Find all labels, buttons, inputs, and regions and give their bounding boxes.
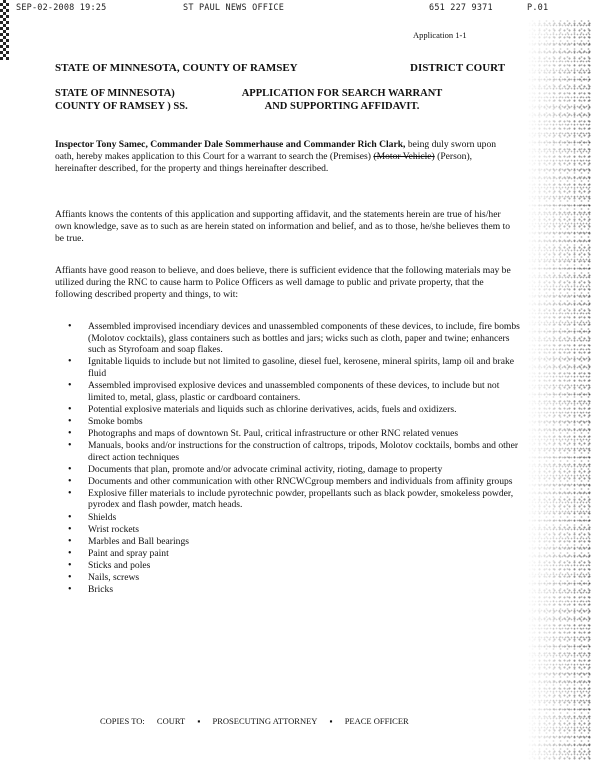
copies-peace-officer: PEACE OFFICER <box>344 716 409 726</box>
list-item: • Explosive filler materials to include pyrotechnic powder, propellants such as black powder, smokeless powder, pyrodex and flash powder, match heads. <box>68 488 523 511</box>
list-item: • Assembled improvised incendiary devices and unassembled components of these devices, to include, fire bombs (Molotov cocktails), glass containers such as bottles and jars; wicks such as cloth, paper and twine; enhancers such as Styrofoam and soap flakes. <box>68 321 523 356</box>
property-list <box>68 321 523 596</box>
fax-phone: 651 227 9371 <box>429 3 493 13</box>
fax-header <box>0 0 591 16</box>
venue-state: STATE OF MINNESOTA) <box>55 88 175 99</box>
affiant-text-b: (Person), hereinafter described, for the property and things hereinafter described. <box>55 151 473 174</box>
caption-court: DISTRICT COURT <box>410 62 506 74</box>
list-item: • Assembled improvised explosive devices and unassembled components of these devices, to include but not limited to, metal, glass, plastic or cardboard containers. <box>68 380 523 403</box>
copies-label: COPIES TO: <box>100 716 145 726</box>
document-title <box>232 87 452 113</box>
belief-paragraph: Affiants have good reason to believe, and does believe, there is sufficient evidence that the following materials may be utilized during the RNC to cause harm to Police Officers as well damage to public and private property, that the following described property and things, to wit: <box>55 265 511 300</box>
knowledge-paragraph: Affiants knows the contents of this application and supporting affidavit, and the statements herein are true of his/her own knowledge, save as to such as are herein stated on information and belief, and as to those, he/she believes them to be true. <box>55 209 511 244</box>
separator-icon: ▪ <box>197 716 201 726</box>
list-item: • Paint and spray paint <box>68 548 523 560</box>
list-item: • Wrist rockets <box>68 524 523 536</box>
copies-court: COURT <box>156 716 186 726</box>
struck-motor-vehicle: (Motor Vehicle) <box>373 151 435 162</box>
list-item: • Sticks and poles <box>68 560 523 572</box>
list-item: • Manuals, books and/or instructions for the construction of caltrops, tripods, Molotov cocktails, bombs and other direct action techniques <box>68 440 523 463</box>
fax-date-time: SEP-02-2008 19:25 <box>16 3 107 13</box>
list-item: • Photographs and maps of downtown St. Paul, critical infrastructure or other RNC related venues <box>68 428 523 440</box>
affiant-names: Inspector Tony Samec, Commander Dale Sommerhause and Commander Rich Clark, <box>55 139 406 150</box>
list-item: • Bricks <box>68 584 523 596</box>
document-title-line2: AND SUPPORTING AFFIDAVIT. <box>264 101 420 112</box>
venue-block <box>55 87 188 113</box>
list-item: • Documents and other communication with other RNCWCgroup members and individuals from affinity groups <box>68 476 523 488</box>
list-item: • Nails, screws <box>68 572 523 584</box>
list-item: • Marbles and Ball bearings <box>68 536 523 548</box>
venue-county: COUNTY OF RAMSEY ) SS. <box>55 101 188 112</box>
affiant-paragraph <box>55 139 515 175</box>
form-id: Application 1-1 <box>413 30 467 40</box>
copies-prosecuting-attorney: PROSECUTING ATTORNEY <box>212 716 318 726</box>
list-item: • Potential explosive materials and liquids such as chlorine derivatives, acids, fuels and oxidizers. <box>68 404 523 416</box>
list-item: • Smoke bombs <box>68 416 523 428</box>
copies-to-footer <box>100 716 419 726</box>
fax-page-number: P.01 <box>527 3 549 13</box>
document-title-line1: APPLICATION FOR SEARCH WARRANT <box>241 88 443 99</box>
separator-icon: ▪ <box>329 716 333 726</box>
fax-sender: ST PAUL NEWS OFFICE <box>183 3 285 13</box>
scan-noise-right <box>527 20 591 760</box>
list-item: • Shields <box>68 512 523 524</box>
caption-state-county: STATE OF MINNESOTA, COUNTY OF RAMSEY <box>55 62 298 74</box>
affiant-text-a: being duly sworn upon oath, hereby makes application to this Court for a warrant to search the (Premises) <box>55 139 497 162</box>
list-item: • Documents that plan, promote and/or advocate criminal activity, rioting, damage to property <box>68 464 523 476</box>
list-item: • Ignitable liquids to include but not limited to gasoline, diesel fuel, kerosene, mineral spirits, lamp oil and brake fluid <box>68 356 523 379</box>
